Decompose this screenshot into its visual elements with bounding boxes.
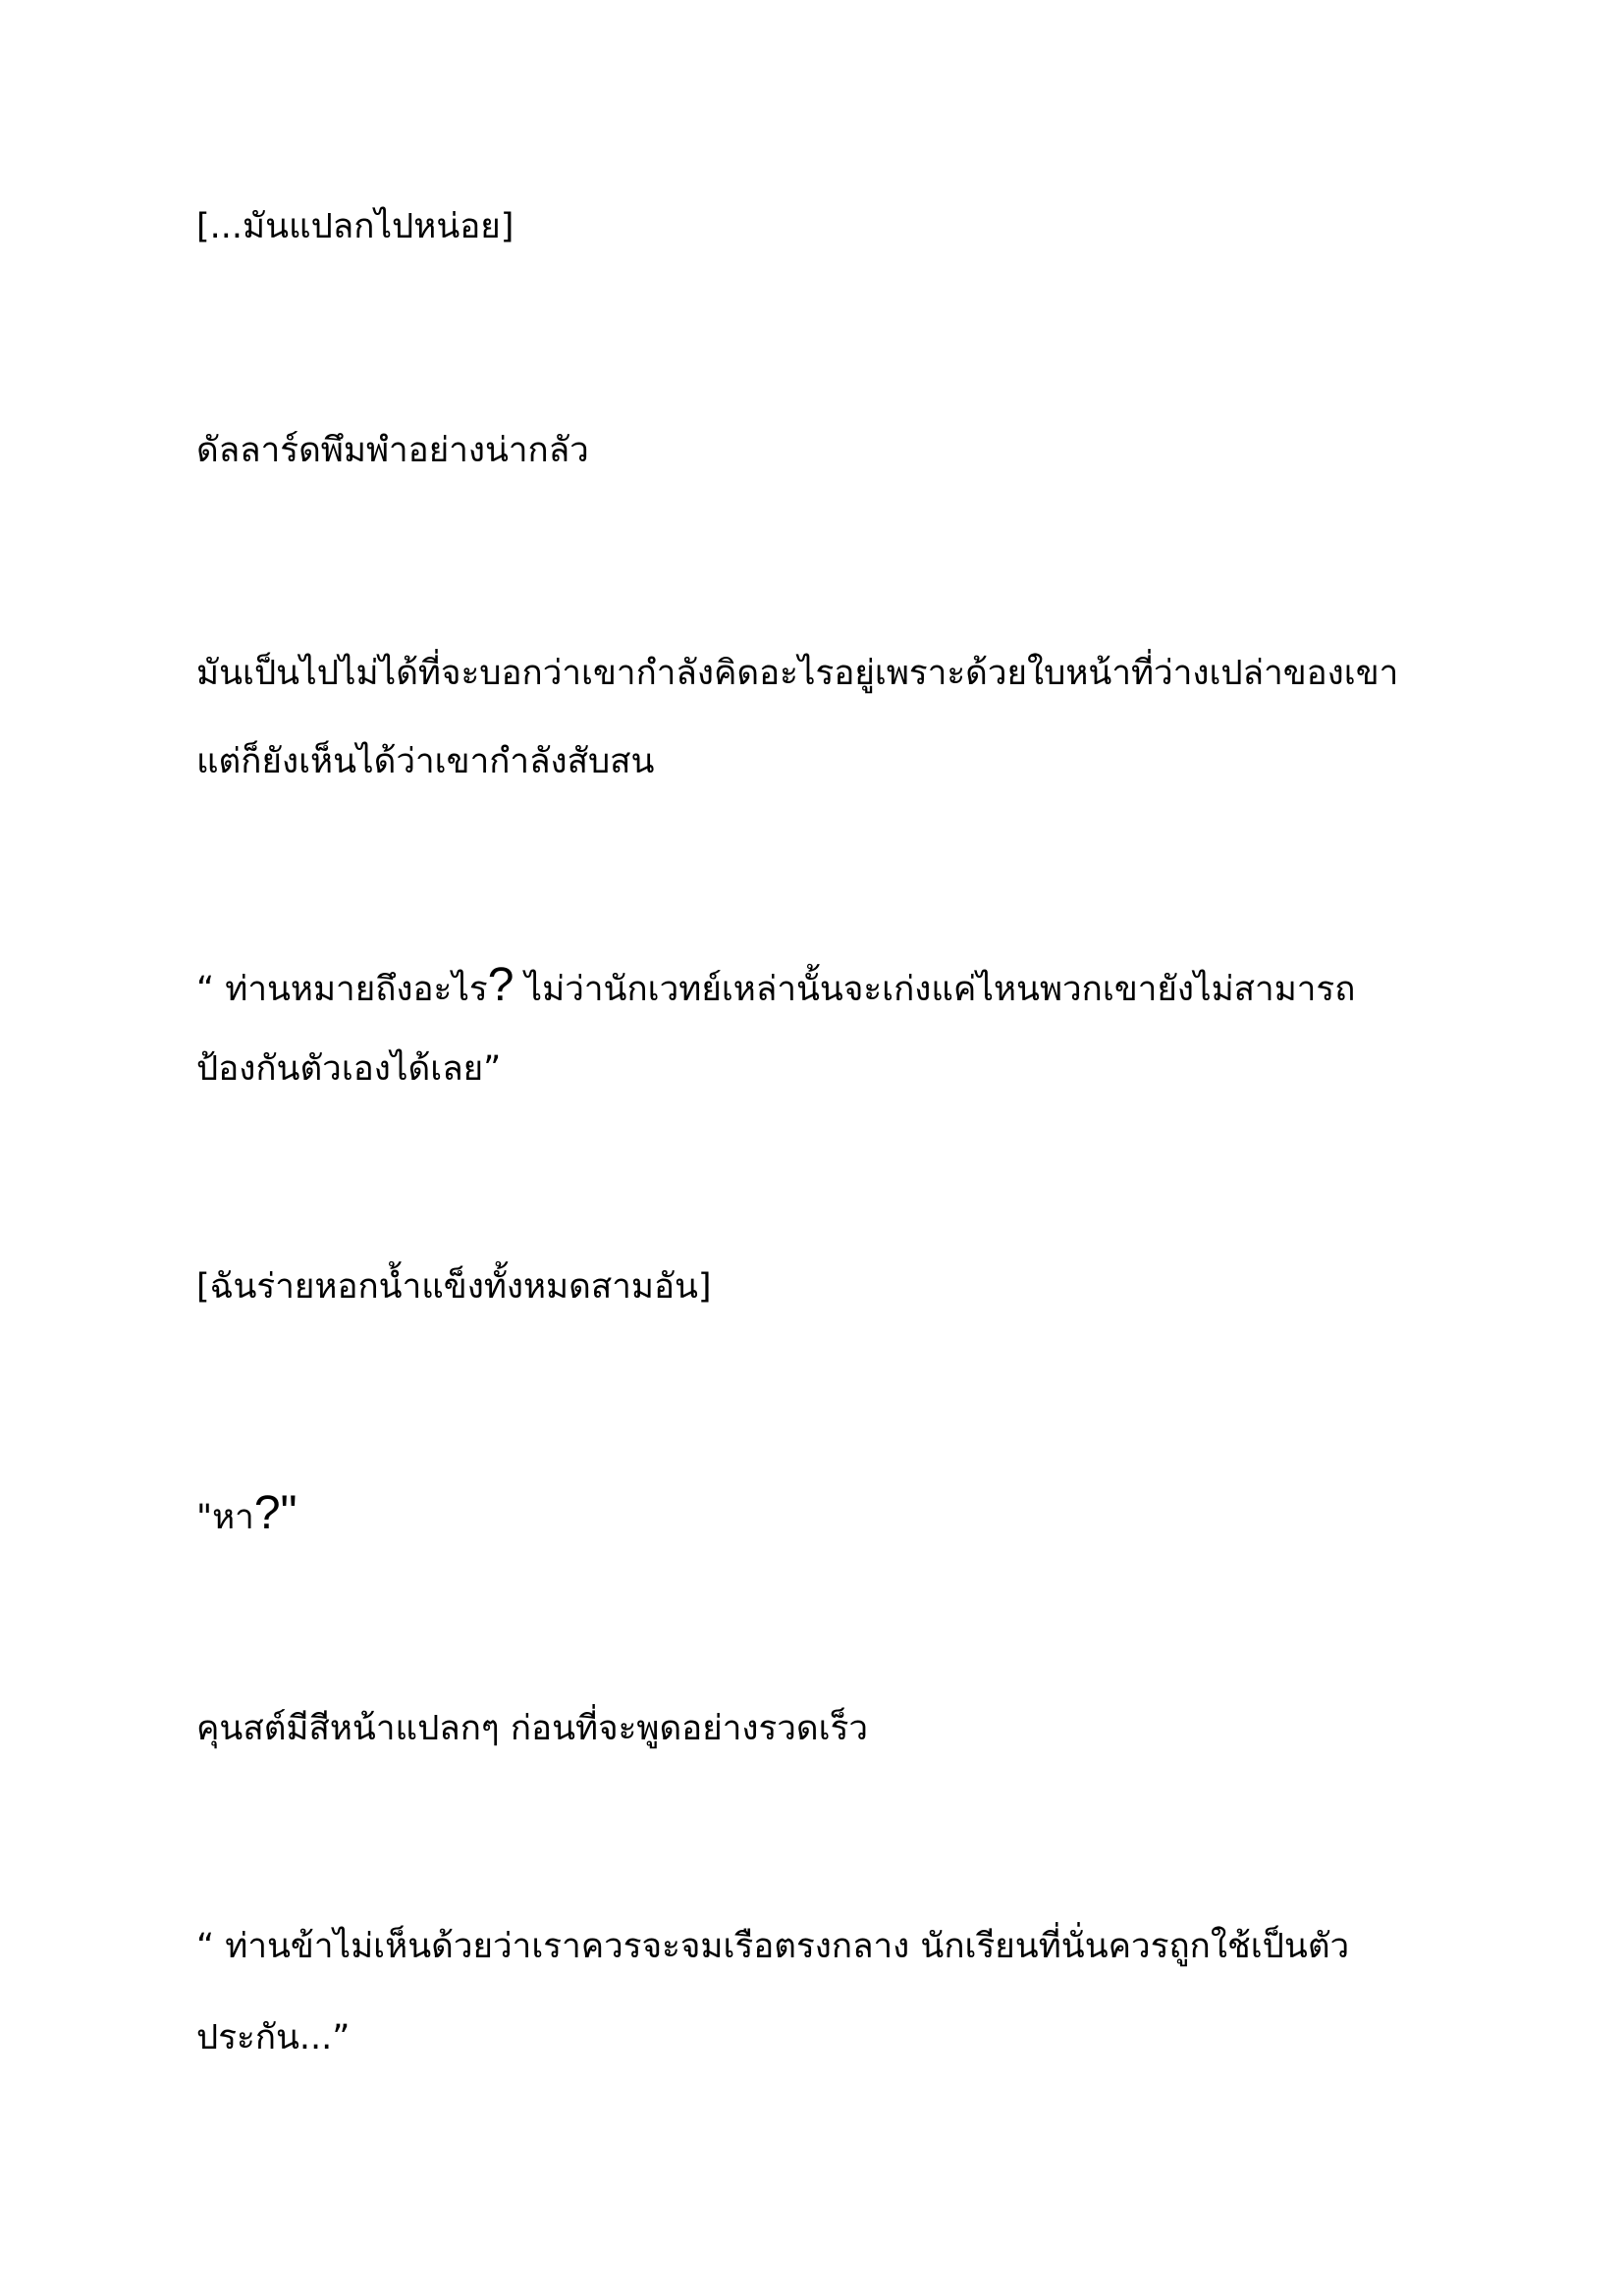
paragraph-4-line-2: ป้องกันตัวเองได้เลย” — [196, 1049, 502, 1089]
paragraph-4-line-1 — [196, 957, 1355, 1014]
question-mark: ? — [487, 959, 514, 1011]
paragraph-7-line-1: คุนสต์มีสีหน้าแปลกๆ ก่อนที่จะพูดอย่างรวดเร็ว — [196, 1709, 869, 1748]
paragraph-8-line-1: “ ท่านข้าไม่เห็นด้วยว่าเราควรจะจมเรือตรงกลาง นักเรียนที่นั่นควรถูกใช้เป็นตัว — [196, 1927, 1350, 1966]
paragraph-8-line-2: ประกัน...” — [196, 2018, 351, 2057]
paragraph-1-line-1: [...มันแปลกไปหน่อย] — [196, 207, 514, 246]
paragraph-3-line-2: แต่ก็ยังเห็นได้ว่าเขากำลังสับสน — [196, 742, 655, 781]
paragraph-3-line-1: มันเป็นไปไม่ได้ที่จะบอกว่าเขากำลังคิดอะไรอยู่เพราะด้วยใบหน้าที่ว่างเปล่าของเขา — [196, 654, 1399, 693]
dialogue-text-continued: ไม่ว่านักเวทย์เหล่านั้นจะเก่งแค่ไหนพวกเขายังไม่สามารถ — [514, 970, 1356, 1009]
dialogue-text: “ ท่านหมายถึงอะไร — [196, 970, 488, 1009]
question-mark: ?" — [253, 1487, 298, 1539]
paragraph-6-line-1 — [196, 1485, 298, 1542]
paragraph-5-line-1: [ฉันร่ายหอกน้ำแข็งทั้งหมดสามอัน] — [196, 1267, 712, 1307]
paragraph-2-line-1: ดัลลาร์ดพึมพำอย่างน่ากลัว — [196, 431, 589, 470]
dialogue-text: "หา — [196, 1498, 254, 1537]
